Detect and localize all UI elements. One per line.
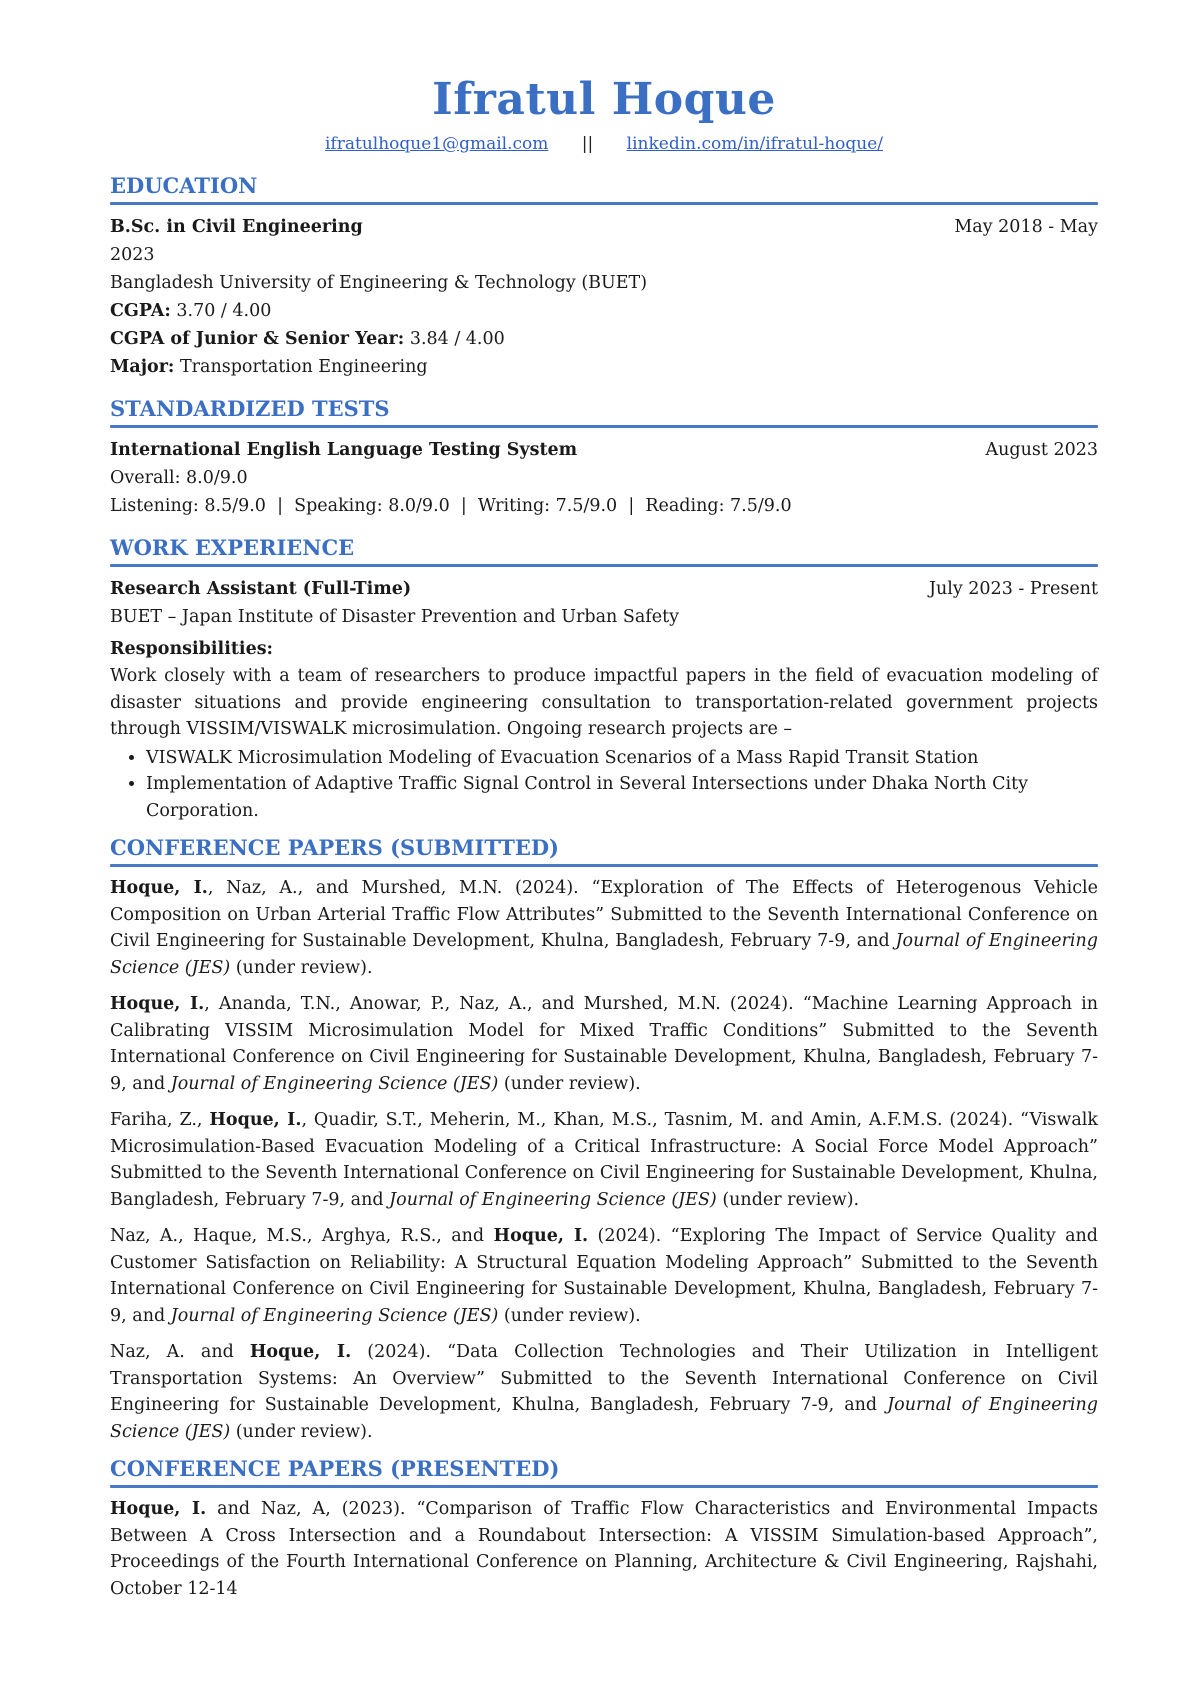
paper-entry [110, 1339, 1098, 1445]
paper-mid: , Ananda, T.N., Anowar, P., Naz, A., and Murshed, M.N. (2024). “Machine Learning Approach in Calibrating VISSIM Microsimulation Model for Mixed Traffic Conditions” Submitted to the Seventh International Conference on Civil Engineering for Sustainable Development, Khulna, Bangladesh, February 7-9, and [110, 994, 1098, 1094]
email-link[interactable]: ifratulhoque1@gmail.com [325, 134, 549, 154]
cgpa-value: 3.70 / 4.00 [176, 301, 272, 321]
paper-bold: Hoque, I. [110, 1499, 207, 1519]
list-item: • Implementation of Adaptive Traffic Signal Control in Several Intersections under Dhaka North City Corporation. [146, 771, 1098, 824]
paper-entry [110, 991, 1098, 1097]
paper-mid: , Quadir, S.T., Meherin, M., Khan, M.S., Tasnim, M. and Amin, A.F.M.S. (2024). “Viswalk Microsimulation-Based Evacuation Modeling of a Critical Infrastructure: A Social Force Model Approach” Submitted to the Seventh International Conference on Civil Engineering for Sustainable Development, Khulna, Bangladesh, February 7-9, and [110, 1110, 1098, 1210]
section-divider [110, 1485, 1098, 1488]
paper-pre: Naz, A., Haque, M.S., Arghya, R.S., and [110, 1226, 494, 1246]
section-divider [110, 202, 1098, 205]
role-row [110, 575, 1098, 603]
paper-post: (under review). [716, 1189, 860, 1210]
presented-papers-section [110, 1455, 1098, 1602]
submitted-papers-section [110, 834, 1098, 1445]
paper-bold: Hoque, I. [249, 1342, 352, 1362]
education-heading: EDUCATION [110, 173, 258, 198]
contact-line [110, 134, 1098, 158]
project-list [110, 745, 1098, 825]
paper-mid: (2024). “Data Collection Technologies and Their Utilization in Intelligent Transportation Systems: An Overview” Submitted to the Seventh International Conference on Civil Engineering for Sustainable Development, Khulna, Bangladesh, February 7-9, and [110, 1342, 1099, 1415]
work-heading: WORK EXPERIENCE [110, 535, 355, 560]
cgpa-label: CGPA: [110, 301, 171, 321]
paper-entry [110, 1107, 1098, 1213]
paper-bold: Hoque, I. [493, 1226, 589, 1246]
paper-entry [110, 875, 1098, 981]
tests-section [110, 395, 1098, 520]
tests-heading: STANDARDIZED TESTS [110, 396, 390, 421]
university-name: Bangladesh University of Engineering & Technology (BUET) [110, 273, 648, 293]
test-bands: Listening: 8.5/9.0 | Speaking: 8.0/9.0 | Writing: 7.5/9.0 | Reading: 7.5/9.0 [110, 496, 792, 516]
role-dates: July 2023 - Present [928, 579, 1098, 599]
cgpa-junior-senior-line [110, 325, 1098, 353]
paper-post: (under review). [498, 1073, 641, 1094]
resume-page [110, 72, 1098, 1612]
contact-separator: || [581, 134, 594, 154]
paper-italic: Journal of Engineering Science (JES) [110, 1395, 1098, 1442]
presented-papers-list [110, 1496, 1098, 1602]
paper-bold: Hoque, I. [110, 994, 205, 1014]
section-divider [110, 564, 1098, 567]
paper-mid: , Naz, A., and Murshed, M.N. (2024). “Exploration of The Effects of Heterogenous Vehicle Composition on Urban Arterial Traffic Flow Attributes” Submitted to the Seventh International Conference on Civil Engineering for Sustainable Development, Khulna, Bangladesh, February 7-9, and [110, 878, 1098, 951]
paper-mid: and Naz, A, (2023). “Comparison of Traffic Flow Characteristics and Environmental Impacts Between A Cross Intersection and a Roundabout Intersection: A VISSIM Simulation-based Approach”, Proceedings of the Fourth International Conference on Planning, Architecture & Civil Engineering, Rajshahi, October 12-14 [110, 1499, 1098, 1599]
paper-italic: Journal of Engineering Science (JES) [170, 1305, 499, 1326]
cgpa-junior-senior-value: 3.84 / 4.00 [409, 329, 505, 349]
degree-dates: May 2018 - May [954, 217, 1098, 237]
paper-italic: Journal of Engineering Science (JES) [389, 1189, 717, 1210]
organization: BUET – Japan Institute of Disaster Prevention and Urban Safety [110, 607, 680, 627]
test-date: August 2023 [985, 440, 1098, 460]
linkedin-link[interactable]: linkedin.com/in/ifratul-hoque/ [626, 134, 883, 154]
paper-post: (under review). [498, 1305, 641, 1326]
candidate-name: Ifratul Hoque [432, 74, 776, 125]
responsibilities-label: Responsibilities: [110, 639, 274, 659]
degree-row [110, 213, 1098, 241]
paper-italic: Journal of Engineering Science (JES) [170, 1073, 499, 1094]
paper-post: (under review). [230, 957, 373, 978]
major-value: Transportation Engineering [179, 357, 428, 377]
paper-entry [110, 1496, 1098, 1602]
section-divider [110, 864, 1098, 867]
presented-papers-heading: CONFERENCE PAPERS (PRESENTED) [110, 1456, 560, 1481]
paper-entry [110, 1223, 1098, 1329]
test-overall: Overall: 8.0/9.0 [110, 468, 248, 488]
submitted-papers-heading: CONFERENCE PAPERS (SUBMITTED) [110, 835, 559, 860]
paper-italic: Journal of Engineering Science (JES) [110, 931, 1098, 978]
education-section [110, 172, 1098, 381]
paper-post: (under review). [230, 1421, 373, 1442]
degree-dates-continued: 2023 [110, 245, 155, 265]
role-title: Research Assistant (Full-Time) [110, 579, 412, 599]
responsibilities-text: Work closely with a team of researchers to produce impactful papers in the field of evacuation modeling of disaster situations and provide engineering consultation to transportation-related government projects through VISSIM/VISWALK microsimulation. Ongoing research projects are – [110, 666, 1098, 739]
paper-bold: Hoque, I. [209, 1110, 302, 1130]
submitted-papers-list [110, 875, 1098, 1445]
list-item: • VISWALK Microsimulation Modeling of Evacuation Scenarios of a Mass Rapid Transit Station [146, 745, 1098, 772]
major-label: Major: [110, 357, 175, 377]
test-name: International English Language Testing System [110, 440, 578, 460]
paper-pre: Naz, A. and [110, 1342, 250, 1362]
major-line [110, 353, 1098, 381]
cgpa-junior-senior-label: CGPA of Junior & Senior Year: [110, 329, 405, 349]
work-section [110, 534, 1098, 824]
section-divider [110, 425, 1098, 428]
test-row [110, 436, 1098, 464]
degree-title: B.Sc. in Civil Engineering [110, 217, 363, 237]
paper-bold: Hoque, I. [110, 878, 208, 898]
paper-pre: Fariha, Z., [110, 1110, 210, 1130]
cgpa-line [110, 297, 1098, 325]
paper-mid: (2024). “Exploring The Impact of Service Quality and Customer Satisfaction on Reliability: A Structural Equation Modeling Approach” Submitted to the Seventh International Conference on Civil Engineering for Sustainable Development, Khulna, Bangladesh, February 7-9, and [110, 1226, 1099, 1326]
